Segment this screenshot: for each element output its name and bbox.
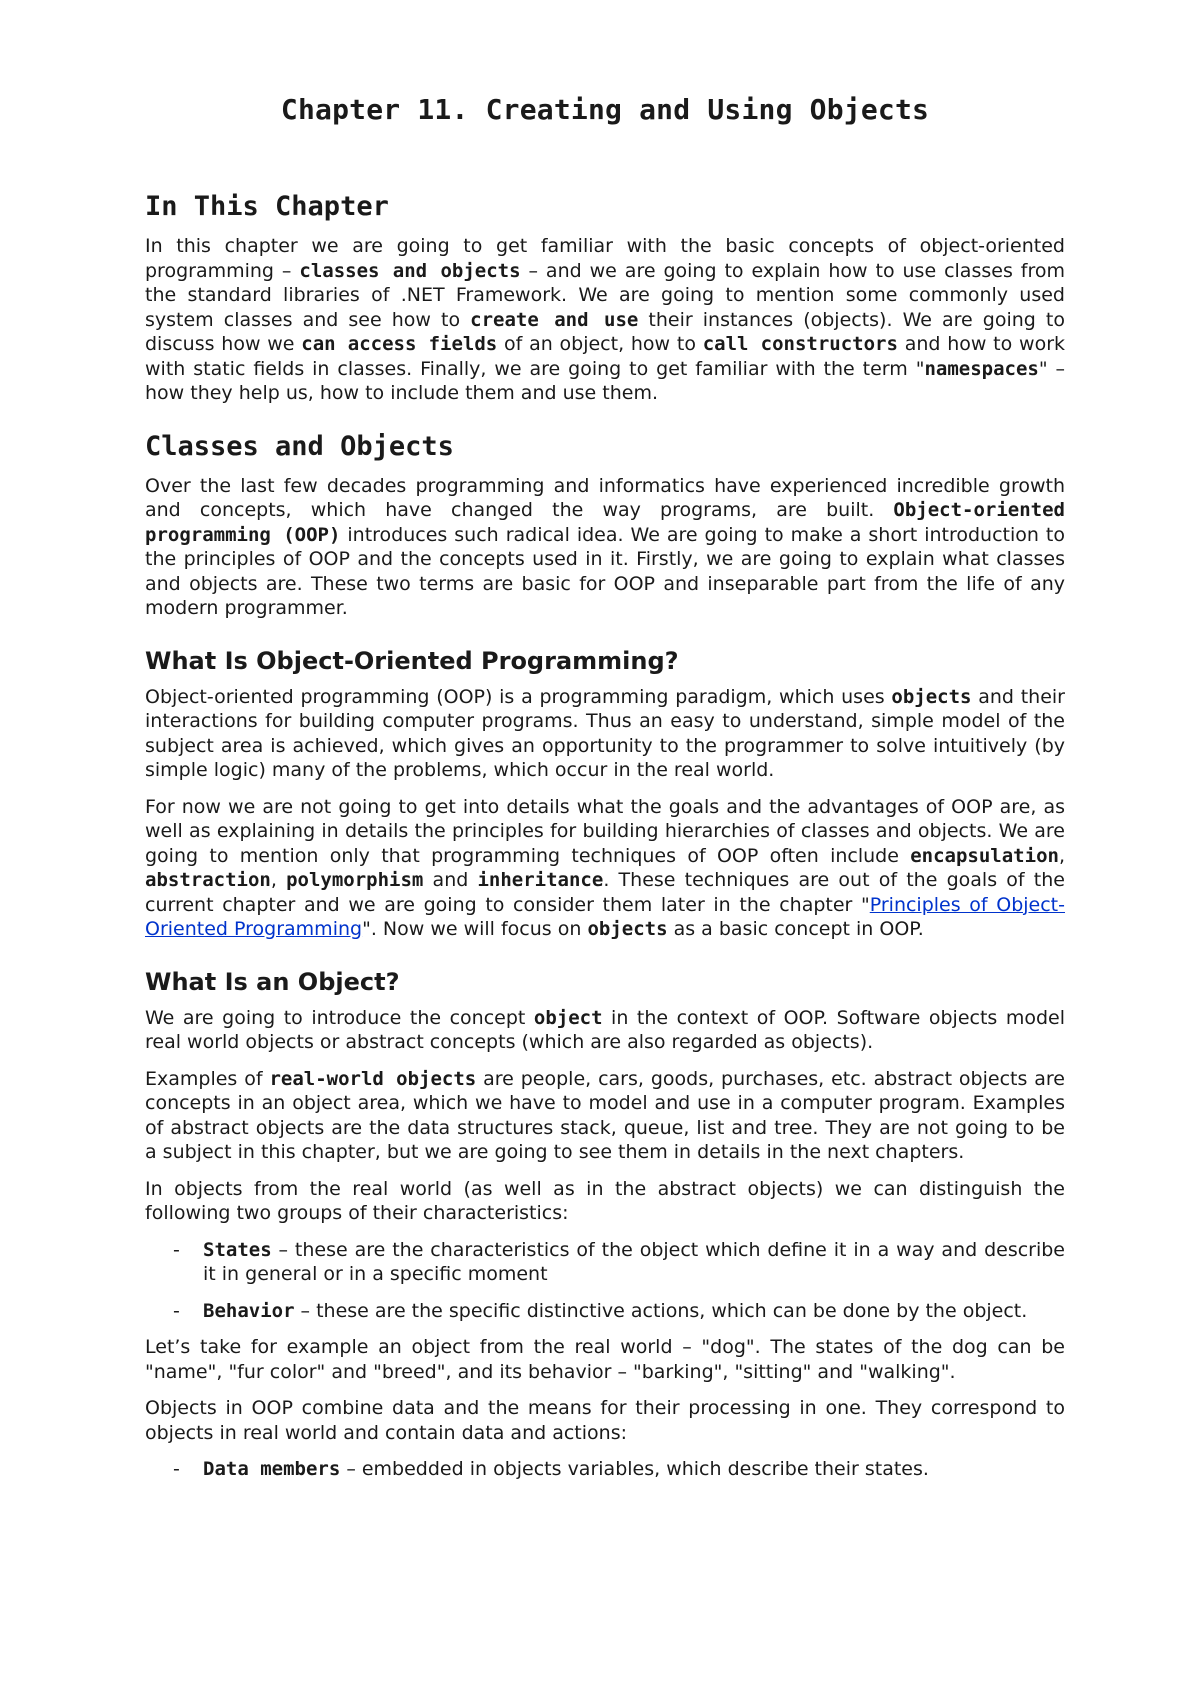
paragraph-oop-2: For now we are not going to get into details what the goals and the advantages of OOP are, as well as explaining in details the principles for building hierarchies of classes and objects. We are going to mention only that programming techniques of OOP often include encapsulation, abstraction, polymorphism and inheritance. These techniques are out of the goals of the current chapter and we are going to consider them later in the chapter "Principles of Object-Oriented Programming". Now we will focus on objects as a basic concept in OOP. [145, 795, 1065, 940]
paragraph-object-1: We are going to introduce the concept object in the context of OOP. Software objects model real world objects or abstract concepts (which are also regarded as objects). [145, 1006, 1065, 1053]
heading-classes-and-objects: Classes and Objects [145, 430, 454, 462]
paragraph-intro: In this chapter we are going to get familiar with the basic concepts of object-oriented programming – classes and objects – and we are going to explain how to use classes from the standard libraries of .NET Framework. We are going to mention some commonly used system classes and see how to create and use their instances (objects). We are going to discuss how we can access fields of an object, how to call constructors and how to work with static fields in classes. Finally, we are going to get familiar with the term "namespaces" – how they help us, how to include them and use them. [145, 235, 1066, 404]
paragraph-object-4: Let’s take for example an object from the real world – "dog". The states of the dog can be "name", "fur color" and "breed", and its behavior – "barking", "sitting" and "walking". [145, 1336, 1065, 1383]
list-item-behavior: - Behavior – these are the specific distinctive actions, which can be done by the object. [173, 1299, 1065, 1324]
list-item-states: - States – these are the characteristics of the object which define it in a way and describe it in general or in a specific moment [173, 1238, 1065, 1287]
paragraph-oop-1: Object-oriented programming (OOP) is a programming paradigm, which uses objects and their interactions for building computer programs. Thus an easy to understand, simple model of the subject area is achieved, which gives an opportunity to the programmer to solve intuitively (by simple logic) many of the problems, which occur in the real world. [145, 685, 1065, 781]
chapter-title: Chapter 11. Creating and Using Objects [280, 93, 930, 126]
list-characteristics [145, 1238, 1065, 1324]
list-item-data-members: - Data members – embedded in objects variables, which describe their states. [173, 1457, 1065, 1482]
heading-what-is-object: What Is an Object? [145, 967, 400, 996]
link-principles-of-oop[interactable]: Principles of Object-Oriented Programming [145, 893, 1065, 940]
paragraph-object-5: Objects in OOP combine data and the means for their processing in one. They correspond to objects in real world and contain data and actions: [145, 1397, 1065, 1444]
paragraph-object-2: Examples of real-world objects are people, cars, goods, purchases, etc. abstract objects are concepts in an object area, which we have to model and use in a computer program. Examples of abstract objects are the data structures stack, queue, list and tree. They are not going to be a subject in this chapter, but we are going to see them in details in the next chapters. [145, 1067, 1065, 1163]
document-page [145, 92, 1065, 1494]
heading-what-is-oop: What Is Object-Oriented Programming? [145, 646, 679, 675]
paragraph-classes-objects: Over the last few decades programming and informatics have experienced incredible growth and concepts, which have changed the way programs, are built. Object-oriented programming (OOP) introduces such radical idea. We are going to make a short introduction to the principles of OOP and the concepts used in it. Firstly, we are going to explain what classes and objects are. These two terms are basic for OOP and inseparable part from the life of any modern programmer. [145, 474, 1065, 619]
heading-in-this-chapter: In This Chapter [145, 191, 389, 222]
paragraph-object-3: In objects from the real world (as well as in the abstract objects) we can distinguish the following two groups of their characteristics: [145, 1177, 1065, 1224]
list-object-contents [145, 1457, 1065, 1482]
